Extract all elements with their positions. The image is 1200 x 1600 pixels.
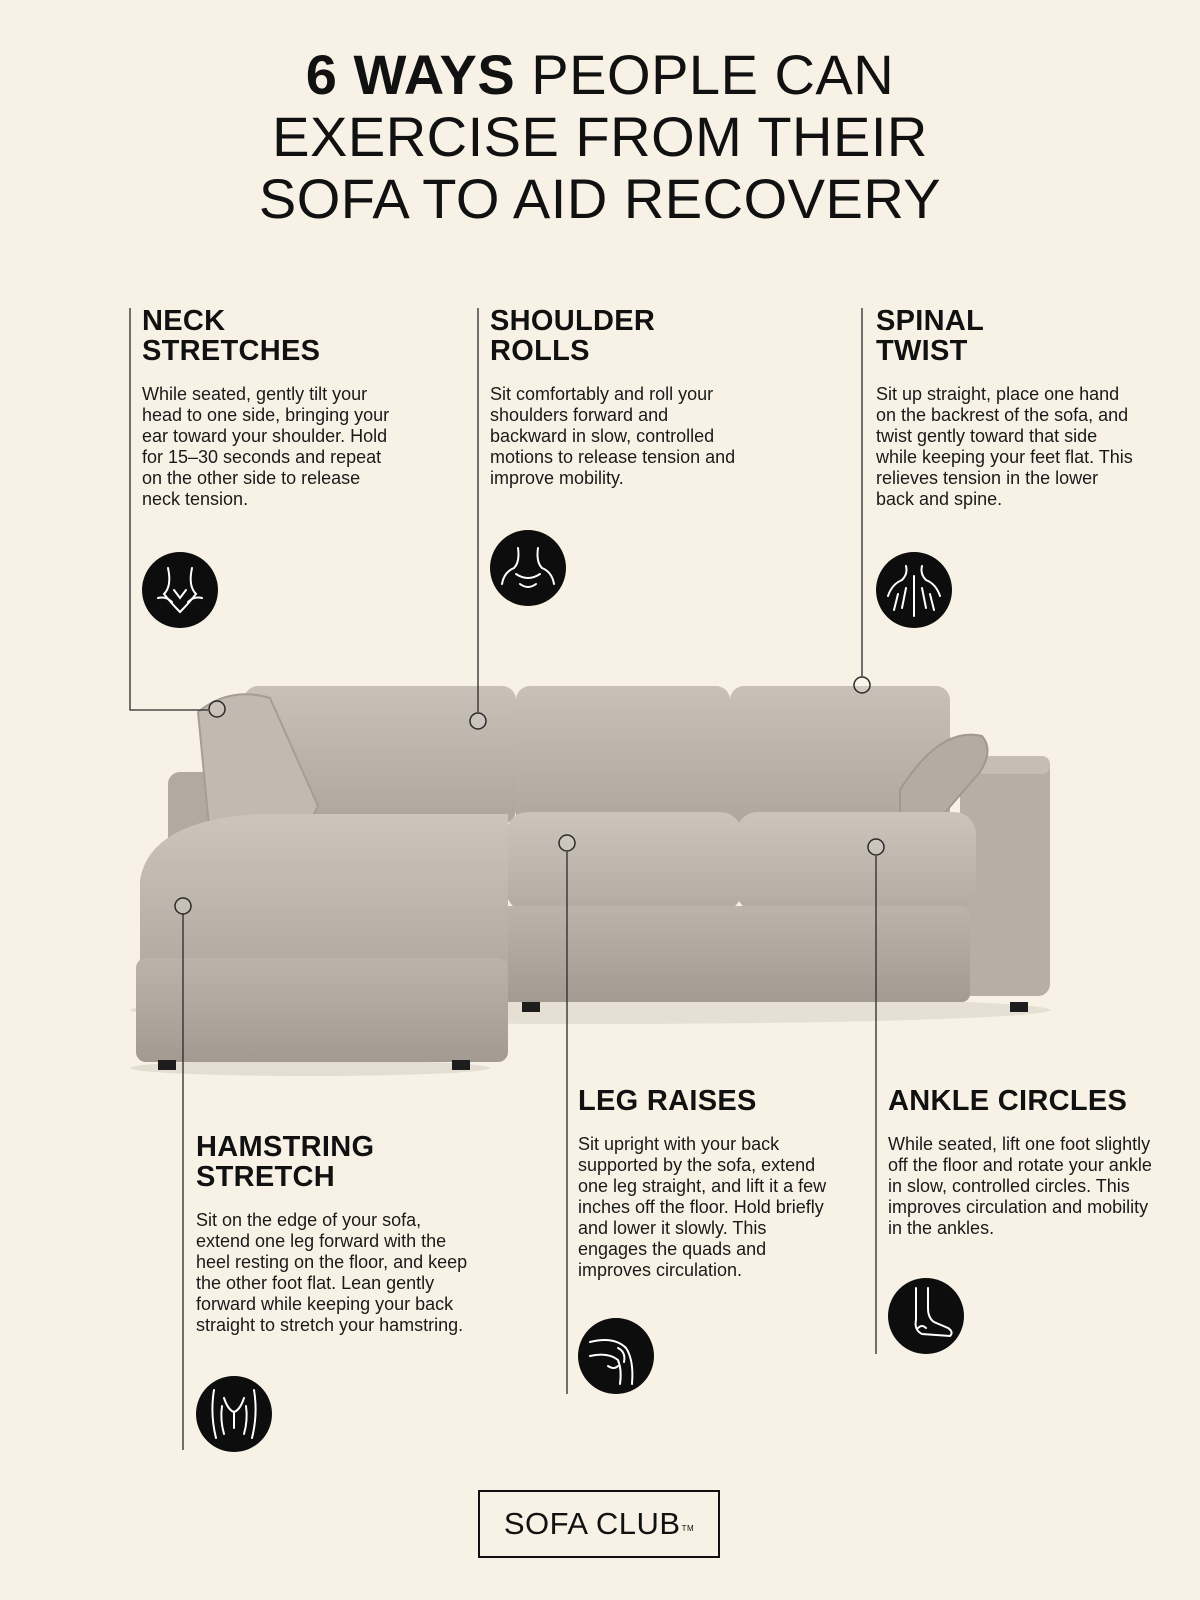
section-heading: NECK STRETCHES (142, 305, 321, 367)
foot-icon (888, 1278, 964, 1354)
section-heading: ANKLE CIRCLES (888, 1085, 1128, 1117)
marker-spinal (854, 677, 870, 693)
section-body: Sit upright with your back supported by the sofa, extend one leg straight, and lift it a few inches off the floor. Hold briefly and lower it slowly. This engages the quads and improves circulation. (578, 1134, 827, 1280)
sofa-seat-cushion-2 (736, 812, 976, 912)
section-heading: SPINAL TWIST (876, 305, 985, 367)
sofa-chaise-base (136, 958, 508, 1062)
knee-icon (578, 1318, 654, 1394)
section-neck-stretches (142, 306, 392, 510)
marker-neck (209, 701, 225, 717)
section-body: Sit on the edge of your sofa, extend one leg forward with the heel resting on the floor, and keep the other foot flat. Lean gently forward while keeping your back straight to stretch your hamstring. (196, 1210, 468, 1335)
marker-ankle (868, 839, 884, 855)
section-shoulder-rolls (490, 306, 740, 489)
title-line-2: EXERCISE FROM THEIR (272, 105, 928, 168)
section-body: Sit comfortably and roll your shoulders forward and backward in slow, controlled motions to release tension and improve mobility. (490, 384, 736, 488)
marker-shoulder (470, 713, 486, 729)
sofa-club-logo (478, 1490, 720, 1558)
neck-icon (142, 552, 218, 628)
marker-hamstring (175, 898, 191, 914)
section-heading: LEG RAISES (578, 1085, 757, 1117)
section-body: While seated, gently tilt your head to one side, bringing your ear toward your shoulder. Hold for 15–30 seconds and repeat on the other side to release neck tension. (142, 384, 390, 509)
marker-leg (559, 835, 575, 851)
section-heading: SHOULDER ROLLS (490, 305, 656, 367)
spine-icon (876, 552, 952, 628)
sofa-seat-cushion-1 (506, 812, 742, 912)
section-ankle-circles (888, 1086, 1158, 1239)
trademark-mark: TM (681, 1523, 695, 1533)
logo-text: SOFA CLUB (503, 1506, 681, 1541)
title-line-1: 6 WAYS PEOPLE CAN (305, 43, 895, 106)
section-body: Sit up straight, place one hand on the backrest of the sofa, and twist gently toward that side while keeping your feet flat. This relieves tension in the lower back and spine. (876, 384, 1133, 509)
sofa-foot (1010, 1002, 1028, 1012)
sofa-base (500, 906, 970, 1002)
sofa-foot (158, 1060, 176, 1070)
section-heading: HAMSTRING STRETCH (196, 1131, 375, 1193)
section-leg-raises (578, 1086, 828, 1281)
sofa-foot (452, 1060, 470, 1070)
sofa-chaise-cushion (140, 814, 508, 966)
shoulders-icon (490, 530, 566, 606)
sofa-back-cushion-2 (516, 686, 730, 832)
section-body: While seated, lift one foot slightly off the floor and rotate your ankle in slow, controlled circles. This improves circulation and mobility in the ankles. (888, 1134, 1152, 1238)
hamstring-icon (196, 1376, 272, 1452)
title-line-3: SOFA TO AID RECOVERY (258, 167, 942, 230)
sofa-foot (522, 1002, 540, 1012)
section-hamstring-stretch (196, 1132, 476, 1336)
floor-shadow-chaise (130, 1060, 490, 1076)
section-spinal-twist (876, 306, 1136, 510)
